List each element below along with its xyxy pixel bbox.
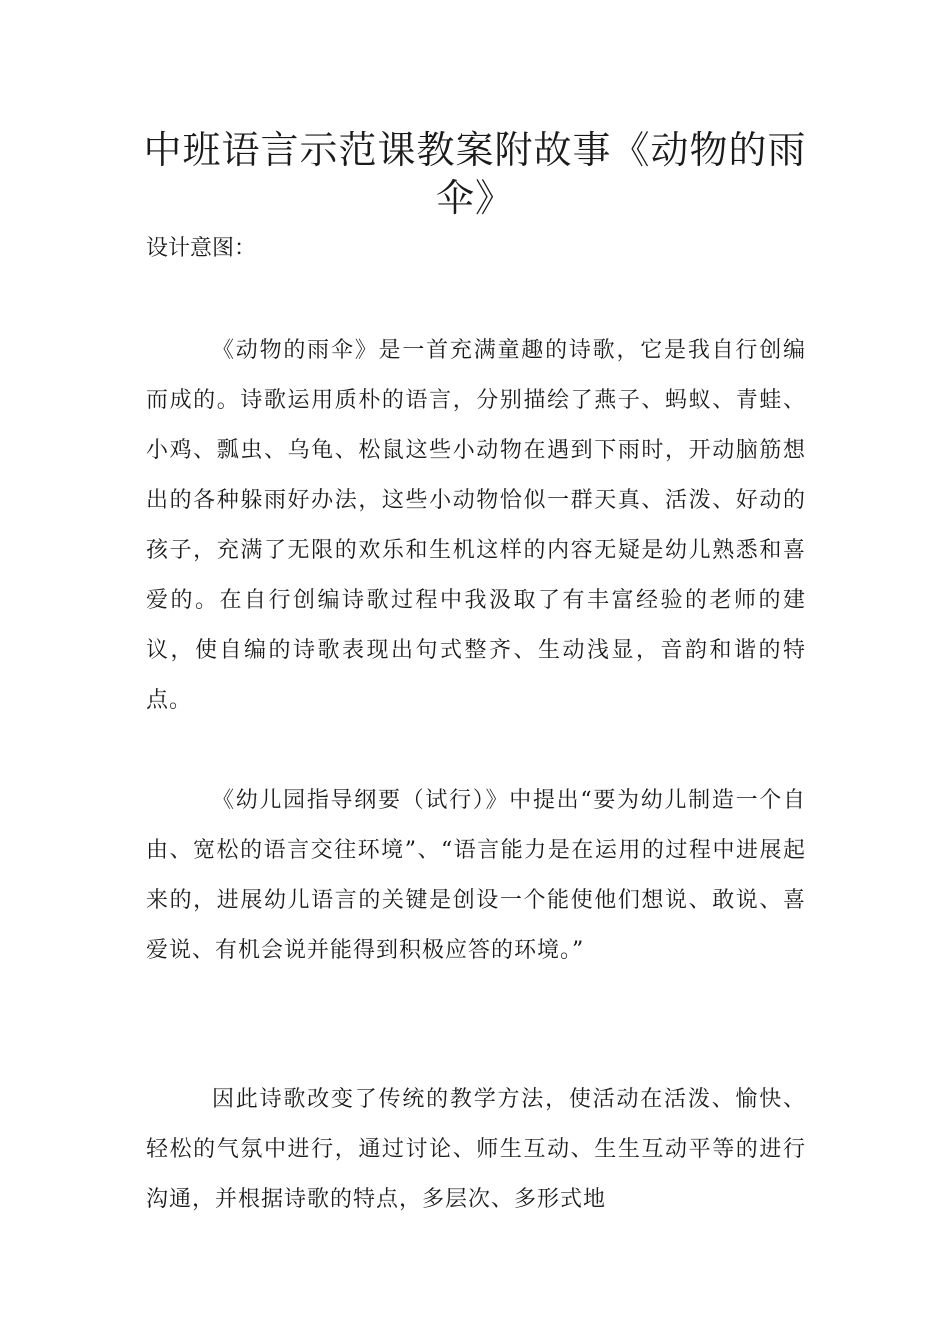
- body-paragraph: 《幼儿园指导纲要（试行）》中提出“要为幼儿制造一个自由、宽松的语言交往环境”、“语言能力是在运用的过程中进展起来的，进展幼儿语言的关键是创设一个能使他们想说、敢说、喜爱说、有机会说并能得到积极应答的环境。”: [146, 788, 806, 963]
- body-paragraph: 《动物的雨伞》是一首充满童趣的诗歌，它是我自行创编而成的。诗歌运用质朴的语言，分别描绘了燕子、蚂蚁、青蛙、小鸡、瓢虫、乌龟、松鼠这些小动物在遇到下雨时，开动脑筋想出的各种躲雨好办法，这些小动物恰似一群天真、活泼、好动的孩子，充满了无限的欢乐和生机这样的内容无疑是幼儿熟悉和喜爱的。在自行创编诗歌过程中我汲取了有丰富经验的老师的建议，使自编的诗歌表现出句式整齐、生动浅显，音韵和谐的特点。: [146, 338, 806, 713]
- document-title: 中班语言示范课教案附故事《动物的雨伞》: [143, 128, 807, 220]
- body-paragraph: 因此诗歌改变了传统的教学方法，使活动在活泼、愉快、轻松的气氛中进行，通过讨论、师生互动、生生互动平等的进行沟通，并根据诗歌的特点，多层次、多形式地: [146, 1087, 806, 1212]
- section-label-design-intent: 设计意图：: [146, 236, 257, 261]
